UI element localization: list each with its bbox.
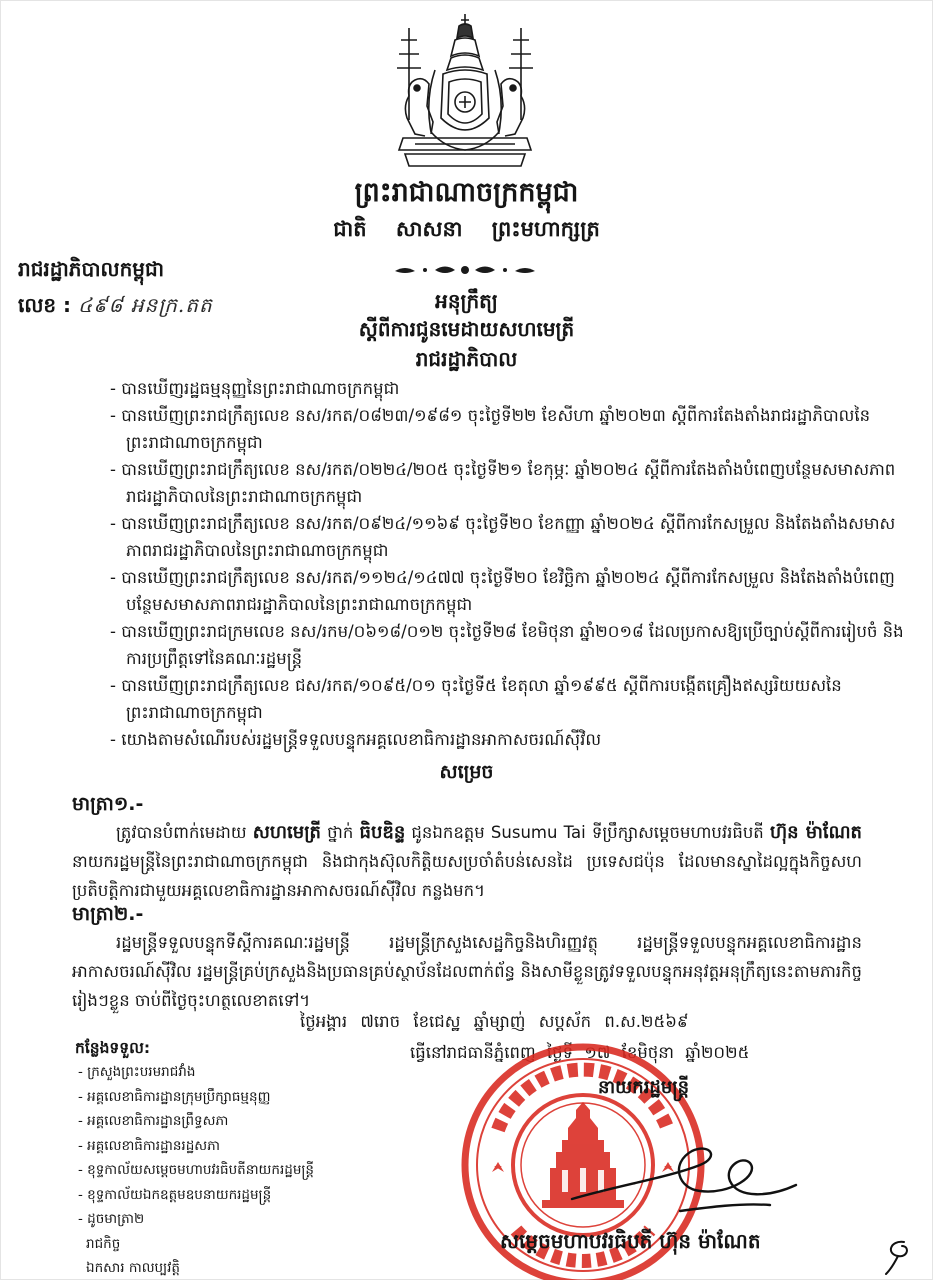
recipient-item: - អគ្គលេខាធិការដ្ឋានព្រឹទ្ធសភា bbox=[78, 1109, 314, 1134]
preamble-list bbox=[110, 375, 910, 753]
handwritten-page-mark-icon bbox=[880, 1236, 916, 1276]
royal-coat-of-arms-icon bbox=[385, 10, 545, 175]
preamble-item: - បានឃើញព្រះរាជក្រឹត្យលេខ នស/រកត/១១២៤/១៤៧៧ ចុះថ្ងៃទី២០ ខែវិច្ឆិកា ឆ្នាំ២០២៤ ស្ដីពីការកែសម្រួល និងតែងតាំងបំពេញបន្ថែមសមាសភាពរាជរដ្ឋាភិបាលនៃព្រះរាជាណាចក្រកម្ពុជា bbox=[110, 564, 910, 618]
article-1-text bbox=[72, 818, 862, 905]
preamble-item: - បានឃើញព្រះរាជក្រមលេខ នស/រកម/០៦១៨/០១២ ចុះថ្ងៃទី២៨ ខែមិថុនា ឆ្នាំ២០១៨ ដែលប្រកាសឱ្យប្រើច្បាប់ស្ដីពីការរៀបចំ និងការប្រព្រឹត្តទៅនៃគណៈរដ្ឋមន្ត្រី bbox=[110, 618, 910, 672]
decision-heading: សម្រេច bbox=[439, 761, 494, 783]
preamble-item: - បានឃើញព្រះរាជក្រឹត្យលេខ នស/រកត/០៩២៤/១១៦៩ ចុះថ្ងៃទី២០ ខែកញ្ញា ឆ្នាំ២០២៤ ស្ដីពីការកែសម្រួល និងតែងតាំងសមាសភាពរាជរដ្ឋាភិបាលនៃព្រះរាជាណាចក្រកម្ពុជា bbox=[110, 510, 910, 564]
article-1-text-part: នាយករដ្ឋមន្ត្រីនៃព្រះរាជាណាចក្រកម្ពុជា និងជាកុងស៊ុលកិត្តិយសប្រចាំតំបន់សេនដៃ ប្រទេសជប៉ុន ដែលមានស្នាដៃល្អក្នុងកិច្ចសហប្រតិបត្តិការជាមួយអគ្គលេខាធិការដ្ឋានអាកាសចរណ៍ស៊ីវិល កន្លងមក។ bbox=[72, 852, 862, 900]
kingdom-name: ព្រះរាជាណាចក្រកម្ពុជា bbox=[354, 177, 579, 208]
recipient-item: ឯកសារ កាលប្បវត្តិ bbox=[86, 1260, 181, 1276]
preamble-item: - យោងតាមសំណើរបស់រដ្ឋមន្ត្រីទទួលបន្ទុកអគ្គលេខាធិការដ្ឋានអាកាសចរណ៍ស៊ីវិល bbox=[110, 726, 910, 753]
signer-name: សម្ដេចមហាបវរធិបតី ហ៊ុន ម៉ាណែត bbox=[500, 1229, 761, 1253]
document-issuer: រាជរដ្ឋាភិបាល bbox=[415, 347, 518, 371]
document-type: អនុក្រឹត្យ bbox=[435, 289, 498, 313]
recipient-item: - ក្រសួងព្រះបរមរាជវាំង bbox=[78, 1060, 314, 1085]
article-2-title: មាត្រា២.- bbox=[72, 903, 144, 925]
article-1-text-part: ជូនឯកឧត្តម Susumu Tai ទីប្រឹក្សាសម្ដេចមហាបវរធិបតី bbox=[405, 823, 770, 842]
government-name: រាជរដ្ឋាភិបាលកម្ពុជា bbox=[18, 257, 164, 281]
recipients-title: កន្លែងទទួល: bbox=[75, 1039, 151, 1057]
document-subject: ស្ដីពីការជូនមេដាយសហមេត្រី bbox=[358, 317, 575, 341]
prime-minister-name: ហ៊ុន ម៉ាណែត bbox=[769, 822, 862, 843]
recipient-item: - អគ្គលេខាធិការដ្ឋានក្រុមប្រឹក្សាធម្មនុញ្ញ bbox=[78, 1085, 314, 1110]
preamble-item: - បានឃើញព្រះរាជក្រឹត្យលេខ នស/រកត/០៨២៣/១៩៨១ ចុះថ្ងៃទី២២ ខែសីហា ឆ្នាំ២០២៣ ស្ដីពីការតែងតាំងរាជរដ្ឋាភិបាលនៃព្រះរាជាណាចក្រកម្ពុជា bbox=[110, 402, 910, 456]
document-number-value: ៤៩៨ អនក្រ.តត bbox=[78, 293, 213, 317]
national-motto: ជាតិ សាសនា ព្រះមហាក្សត្រ bbox=[333, 217, 600, 241]
article-2-text: រដ្ឋមន្ត្រីទទួលបន្ទុកទីស្ដីការគណៈរដ្ឋមន្ត្រី រដ្ឋមន្ត្រីក្រសួងសេដ្ឋកិច្ចនិងហិរញ្ញវត្ថុ រដ្ឋមន្ត្រីទទួលបន្ទុកអគ្គលេខាធិការដ្ឋានអាកាសចរណ៍ស៊ីវិល រដ្ឋមន្ត្រីគ្រប់ក្រសួងនិងប្រធានគ្រប់ស្ថាប័នដែលពាក់ព័ន្ធ និងសាមីខ្លួនត្រូវទទួលបន្ទុកអនុវត្តអនុក្រឹត្យនេះតាមភារកិច្ចរៀងៗខ្លួន ចាប់ពីថ្ងៃចុះហត្ថលេខាតទៅ។ bbox=[72, 933, 862, 1010]
signature-title: នាយករដ្ឋមន្ត្រី bbox=[598, 1077, 690, 1098]
preamble-item: - បានឃើញព្រះរាជក្រឹត្យលេខ នស/រកត/០២២៤/២០៥ ចុះថ្ងៃទី២១ ខែកុម្ភៈ ឆ្នាំ២០២៤ ស្ដីពីការតែងតាំងបំពេញបន្ថែមសមាសភាពរាជរដ្ឋាភិបាលនៃព្រះរាជាណាចក្រកម្ពុជា bbox=[110, 456, 910, 510]
recipient-item: - ខុទ្ទកាល័យឯកឧត្តមឧបនាយករដ្ឋមន្ត្រី bbox=[78, 1183, 314, 1208]
ornament-divider-icon bbox=[395, 261, 535, 279]
medal-grade: ធិបឌិន្ទ bbox=[359, 822, 406, 843]
preamble-item: - បានឃើញព្រះរាជក្រឹត្យលេខ ជស/រកត/១០៩៥/០១ ចុះថ្ងៃទី៥ ខែតុលា ឆ្នាំ១៩៩៥ ស្ដីពីការបង្កើតគ្រឿងឥស្សរិយយសនៃព្រះរាជាណាចក្រកម្ពុជា bbox=[110, 672, 910, 726]
preamble-item: - បានឃើញរដ្ឋធម្មនុញ្ញនៃព្រះរាជាណាចក្រកម្ពុជា bbox=[110, 375, 910, 402]
medal-name: សហមេត្រី bbox=[252, 822, 321, 843]
recipient-item: - ដូចមាត្រា២ bbox=[78, 1207, 314, 1232]
article-1-text-part: ត្រូវបានបំពាក់មេដាយ bbox=[116, 823, 253, 842]
document-number-label: លេខ : bbox=[18, 293, 72, 317]
recipients-list bbox=[78, 1060, 314, 1280]
solar-date: ធ្វើនៅរាជធានីភ្នំពេញ ថ្ងៃទី ១៧ ខែមិថុនា ឆ្នាំ២០២៥ bbox=[410, 1043, 750, 1062]
handwritten-signature-icon bbox=[560, 1115, 800, 1230]
article-1-title: មាត្រា១.- bbox=[72, 793, 144, 815]
recipient-item: រាជកិច្ច bbox=[86, 1235, 121, 1252]
recipient-item: - អគ្គលេខាធិការដ្ឋានរដ្ឋសភា bbox=[78, 1134, 314, 1159]
article-1-text-part: ថ្នាក់ bbox=[320, 823, 360, 842]
recipient-item: - ខុទ្ទកាល័យសម្ដេចមហាបវរធិបតីនាយករដ្ឋមន្ត្រី bbox=[78, 1158, 314, 1183]
lunar-date: ថ្ងៃអង្គារ ៧រោច ខែជេស្ឋ ឆ្នាំម្សាញ់ សប្ដស័ក ព.ស.២៥៦៩ bbox=[300, 1012, 689, 1031]
